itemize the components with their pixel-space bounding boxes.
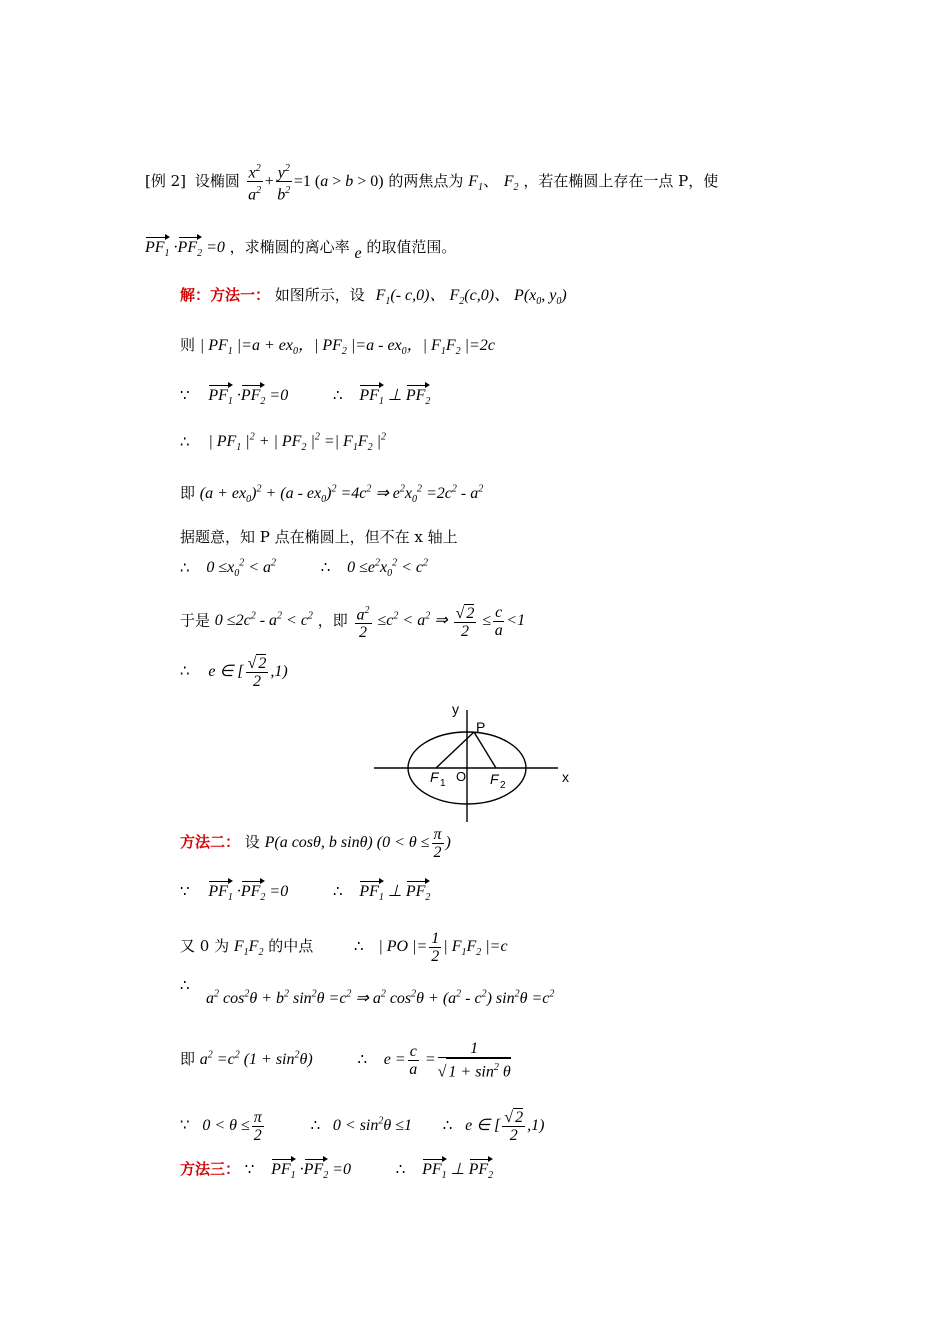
inequality-chain: $0 \le 2c^2 - a^2 < c^2$: [214, 611, 313, 630]
example-line-1: [例 2] 设椭圆 $\frac{x^2}{a^2}$ + $\frac{y^2}{b^2}$ =1 (a > b > 0) 的两焦点为 $F_1$、 $F_2$ ，若在椭圆上存在一点 P，使: [145, 160, 718, 204]
dot-product-zero: $PF_1 \cdot PF_2 =0$: [208, 387, 288, 404]
method1-title: 解：方法一：: [180, 286, 271, 304]
method2-intro: 设: [244, 833, 260, 852]
focal-radii: | $PF_1$ $|=a + ex_0$，| $PF_2$ $|=a - ex_0$，| $F_1F_2$ |=2c: [199, 337, 495, 358]
therefore-symbol: ∴: [354, 937, 364, 956]
foci-f2: $F_2$: [503, 172, 519, 194]
theta-range: 0 < θ ≤ $\frac{\pi}{2}$: [202, 1108, 262, 1144]
dot-product-zero: $PF_1 \cdot PF_2 =0$: [208, 883, 288, 900]
dot-product-zero: $PF_1 \cdot PF_2 =0$: [271, 1161, 351, 1178]
therefore-symbol: ∴: [180, 558, 190, 577]
expanded-equation: $(a + ex_0)^2 + (a - ex_0)^2 =4c^2$ ⇒ $e^2x_0^2 =2c^2 - a^2$: [199, 483, 484, 506]
ellipse-figure: [370, 700, 590, 830]
example-text3: ，求椭圆的离心率: [229, 238, 350, 256]
segment-pf2: [474, 732, 496, 768]
therefore-symbol: ∴: [180, 976, 190, 994]
method2-title: 方法二：: [180, 833, 241, 852]
method1-info: 据题意，知 P 点在椭圆上，但不在 x 轴上: [180, 528, 458, 546]
therefore-symbol: ∴: [310, 1115, 321, 1134]
method1-yushi: 于是: [180, 611, 211, 630]
f1f2: $F_1F_2$: [233, 938, 264, 959]
method1-line-5: [180, 482, 483, 505]
method1-line-1: [180, 282, 567, 307]
method1-line-4: [180, 432, 386, 454]
pythagoras: | $PF_1$ $|^2$ + | $PF_2$ $|^2$ =| $F_1F_2$ $|^2$: [208, 432, 387, 454]
method1-line-9: [180, 654, 288, 690]
example-text1: 的两焦点为: [388, 171, 464, 190]
method2-ji: 即: [180, 1049, 196, 1068]
therefore-symbol: ∴: [320, 558, 331, 577]
example-text4: 的取值范围。: [366, 238, 457, 256]
points-setup: $F_1(-$ c,0)、 $F_2(c,0)$、 $P(x_0$, $y_0$): [375, 287, 567, 308]
method1-line-2: [180, 332, 495, 357]
method2-line-1: [180, 826, 451, 861]
segment-pf1: [436, 732, 474, 768]
a-squared-equation: $a^2 =c^2$ $(1 + \sin^2\theta)$: [199, 1049, 313, 1068]
label-o: O: [456, 769, 467, 784]
because-symbol: ∵: [180, 386, 190, 404]
label-p: P: [476, 719, 486, 735]
perpendicular: $PF_1$ ⊥ $PF_2$: [359, 387, 430, 404]
foci-f1: $F_1$: [468, 172, 483, 194]
method1-ji: 即: [180, 484, 196, 502]
example-text2: ，若在椭圆上存在一点 P，使: [523, 171, 719, 190]
therefore-symbol: ∴: [180, 432, 190, 451]
method1-line-7: [180, 558, 428, 580]
method2-also: 又 0 为: [180, 937, 230, 956]
label-f2: F: [490, 771, 499, 787]
because-symbol: ∵: [244, 1160, 255, 1178]
example-intro: 设椭圆: [194, 171, 240, 190]
sin-range: $0 < \sin^2\theta \le 1$: [332, 1115, 412, 1134]
method2-line-5: [206, 988, 554, 1008]
label-f1: F: [430, 769, 439, 785]
method2-line-7: [180, 1108, 545, 1144]
therefore-symbol: ∴: [180, 661, 190, 680]
fraction-inequality: $\frac{a^2}{2}$ $\le c^2 < a^2$ ⇒ $\frac{√ 2}{2}$ ≤ $\frac{c}{a}$ <1: [353, 612, 526, 629]
therefore-symbol: ∴: [333, 386, 343, 404]
method1-line-3: [180, 382, 430, 407]
e-x0-range: $0 \le e^2x_0^2 < c^2$: [347, 558, 429, 580]
parametric-point: P(a cosθ, b sinθ) (0 < θ ≤ $\frac{\pi}{2}$ ): [264, 826, 451, 861]
method2-midpoint: 的中点: [268, 937, 314, 956]
because-symbol: ∵: [180, 882, 190, 900]
example-tag: [例 2]: [145, 171, 187, 190]
perpendicular: $PF_1$ ⊥ $PF_2$: [359, 883, 430, 900]
ellipse-equation: $\frac{x^2}{a^2}$ + $\frac{y^2}{b^2}$ =1 (a > b > 0): [245, 160, 384, 204]
therefore-symbol: ∴: [395, 1160, 406, 1178]
method1-then: 则: [180, 336, 196, 354]
method2-line-6: [180, 1040, 513, 1080]
method1-ji2: ，即: [317, 611, 348, 630]
method1-line-8: [180, 602, 525, 641]
method2-line-3: [180, 930, 508, 965]
method1-intro: 如图所示，设: [274, 286, 365, 304]
method2-line-2: [180, 878, 430, 903]
po-length: | PO |= $\frac{1}{2}$ | $F_1F_2$ |=c: [378, 930, 508, 965]
method3-title: 方法三：: [180, 1160, 241, 1178]
example-line-2: [145, 234, 456, 263]
label-f2-sub: 2: [500, 780, 506, 791]
therefore-symbol: ∴: [333, 882, 343, 900]
method2-line-4: [180, 976, 190, 994]
label-x: x: [562, 769, 569, 785]
eccentricity-e: e: [354, 245, 362, 262]
method3-line-1: [180, 1156, 493, 1181]
method1-line-6: [180, 526, 458, 547]
therefore-symbol: ∴: [442, 1115, 453, 1134]
label-f1-sub: 1: [440, 778, 446, 789]
perpendicular: $PF_1$ ⊥ $PF_2$: [422, 1161, 493, 1178]
therefore-symbol: ∴: [357, 1049, 368, 1068]
trig-equation: $a^2$ $\cos^2\theta + b^2$ $\sin^2\theta =c^2$ ⇒ $a^2$ $\cos^2\theta + (a^2 - c^2)$ $\sin^2\theta =c^2$: [206, 988, 555, 1007]
e-expression: e = $\frac{c}{a}$ = $\frac{1}{√ 1 + \sin^2 \theta}$: [383, 1040, 511, 1081]
because-symbol: ∵: [180, 1115, 190, 1134]
result-2: e ∈ [ $\frac{√ 2}{2}$ ,1): [465, 1109, 545, 1144]
x0-range: $0 \le x_0^2 < a^2$: [206, 558, 277, 580]
result-1: e ∈ [ $\frac{√ 2}{2}$ ,1): [208, 655, 288, 690]
label-y: y: [452, 701, 459, 717]
dot-product-condition: $PF_1 \cdot PF_2 =0$: [145, 239, 225, 256]
